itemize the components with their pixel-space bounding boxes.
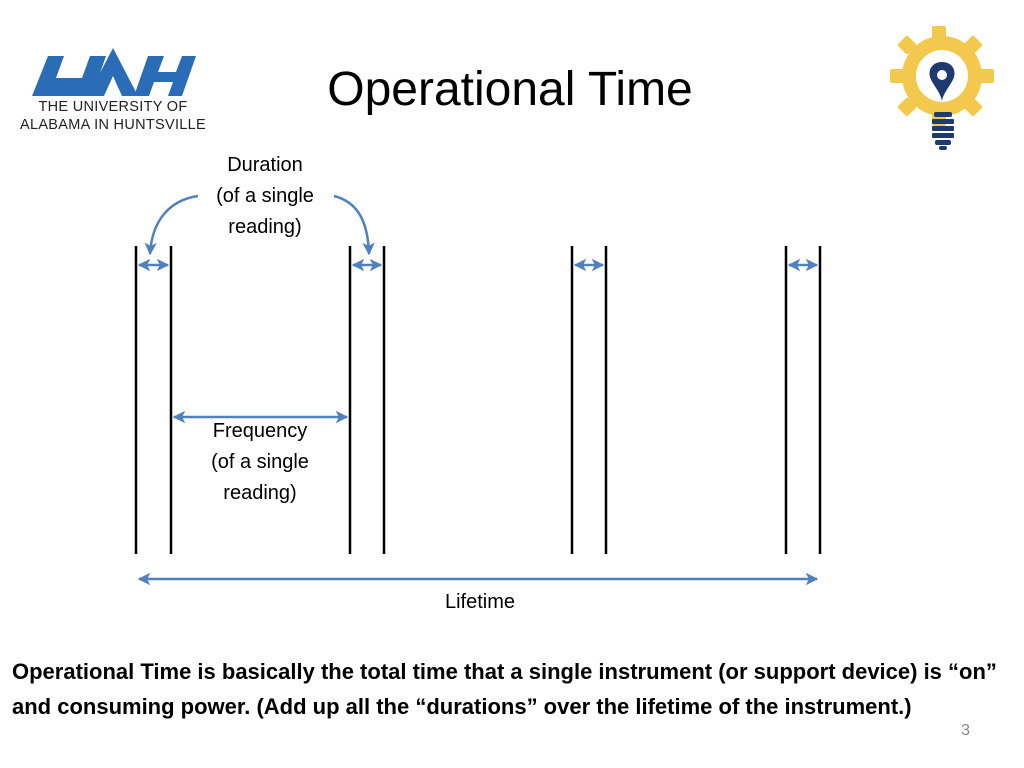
lifetime-label: Lifetime [444, 591, 516, 613]
frequency-label [185, 416, 335, 509]
duration-label-line1: Duration [227, 154, 303, 176]
duration-label-line3: reading) [228, 216, 302, 238]
body-text: Operational Time is basically the total time that a single instrument (or support device) is “on” and consuming power. (Add up all the “durations” over the lifetime of the instrument.) [12, 659, 997, 719]
duration-label-line2: (of a single [216, 185, 314, 207]
page-number: 3 [961, 722, 970, 739]
uah-logo-line2: ALABAMA IN HUNTSVILLE [20, 117, 206, 133]
uah-logo-line1: THE UNIVERSITY OF [38, 99, 188, 115]
page-title: Operational Time [327, 63, 693, 116]
frequency-label-line1: Frequency [212, 420, 308, 442]
duration-label [190, 150, 340, 243]
frequency-label-line3: reading) [223, 482, 297, 504]
frequency-label-line2: (of a single [211, 451, 309, 473]
